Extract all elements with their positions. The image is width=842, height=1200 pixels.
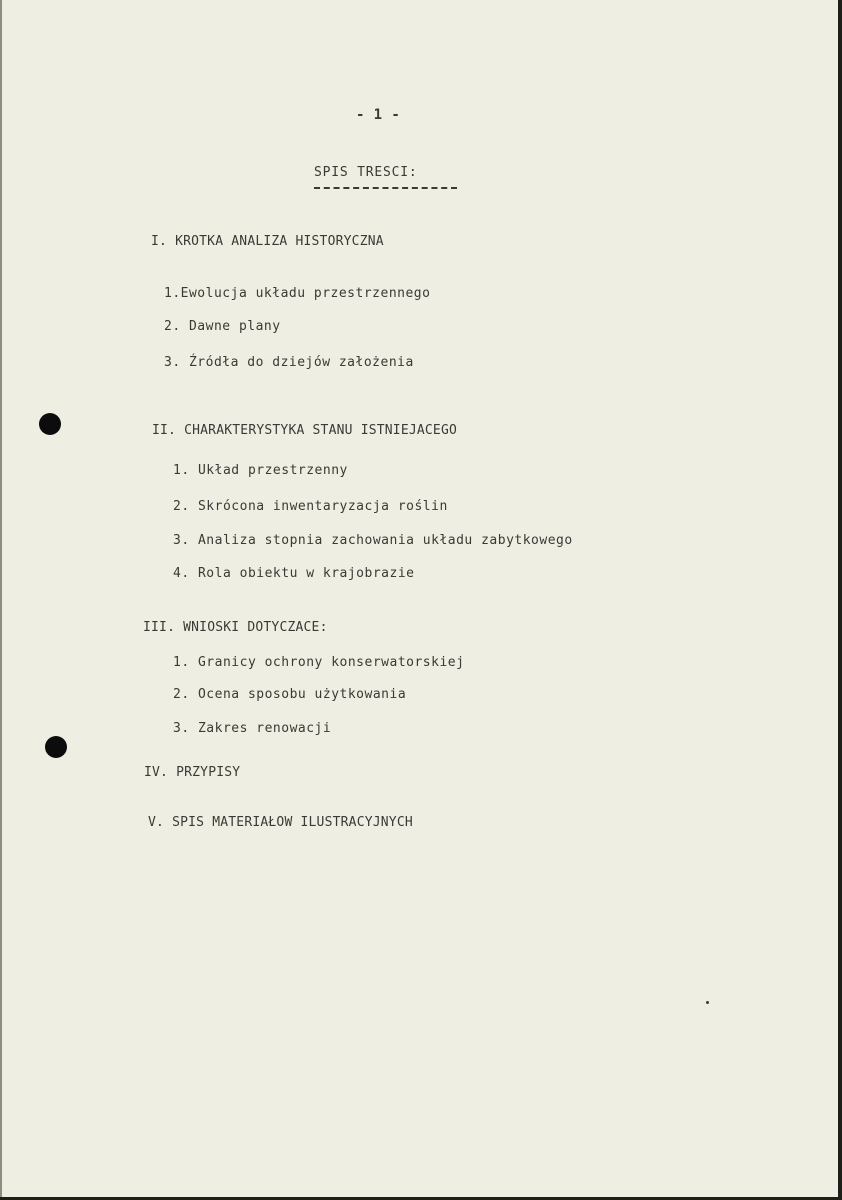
document-title: SPIS TRESCI: xyxy=(314,165,418,180)
section-heading-3: III. WNIOSKI DOTYCZACE: xyxy=(143,620,328,635)
punch-hole-bottom xyxy=(45,736,67,758)
paper-speck xyxy=(706,1001,709,1004)
toc-item: 2. Ocena sposobu użytkowania xyxy=(173,687,407,702)
section-heading-5: V. SPIS MATERIAŁOW ILUSTRACYJNYCH xyxy=(148,815,413,830)
toc-item: 2. Dawne plany xyxy=(164,319,281,334)
section-heading-2: II. CHARAKTERYSTYKA STANU ISTNIEJACEGO xyxy=(152,423,458,438)
toc-item: 4. Rola obiektu w krajobrazie xyxy=(173,566,415,581)
toc-item: 3. Źródła do dziejów założenia xyxy=(164,355,414,370)
section-heading-4: IV. PRZYPISY xyxy=(144,765,241,780)
toc-item: 1. Układ przestrzenny xyxy=(173,463,348,478)
page-right-edge xyxy=(838,0,842,1200)
punch-hole-top xyxy=(39,413,61,435)
toc-item: 1. Granicy ochrony konserwatorskiej xyxy=(173,655,465,670)
toc-item: 2. Skrócona inwentaryzacja roślin xyxy=(173,499,448,514)
page-number: - 1 - xyxy=(356,107,401,123)
toc-item: 3. Zakres renowacji xyxy=(173,721,332,736)
toc-item: 3. Analiza stopnia zachowania układu zabytkowego xyxy=(173,533,573,548)
toc-item: 1.Ewolucja układu przestrzennego xyxy=(164,286,431,301)
page-left-edge xyxy=(0,0,2,1200)
title-underline xyxy=(314,187,457,189)
section-heading-1: I. KROTKA ANALIZA HISTORYCZNA xyxy=(151,234,384,249)
